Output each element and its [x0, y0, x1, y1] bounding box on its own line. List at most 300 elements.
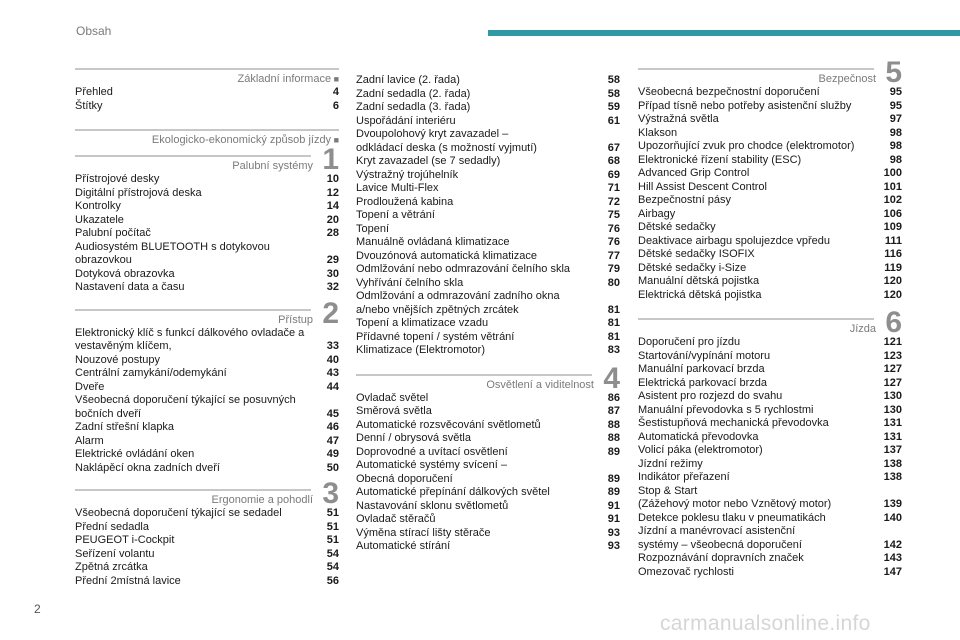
toc-entry-title: Manuálně ovládaná klimatizace: [356, 236, 510, 248]
toc-entry-page: 33: [326, 340, 339, 352]
toc-entry[interactable]: [75, 435, 339, 449]
toc-entry-title: Elektrické ovládání oken: [75, 448, 195, 460]
toc-entry-title: Asistent pro rozjezd do svahu: [638, 390, 783, 402]
toc-entry-title: Uspořádání interiéru: [356, 114, 456, 127]
toc-entry[interactable]: [356, 392, 620, 406]
toc-entry-page: 4: [332, 86, 339, 98]
section-header: [75, 477, 339, 510]
toc-entry-title: Automatické rozsvěcování světlometů: [356, 418, 541, 431]
section-title: Ekologicko-ekonomický způsob jízdy ■: [152, 134, 339, 146]
header-accent-bar: [488, 30, 960, 36]
toc-entry-title: Nastavení data a času: [75, 281, 185, 293]
toc-entry-title: Zadní lavice (2. řada): [356, 74, 460, 86]
toc-entry-title: Jízdní režimy: [638, 457, 703, 470]
toc-entry[interactable]: [75, 241, 339, 255]
toc-entry[interactable]: [356, 88, 620, 102]
toc-entry-title: Prodloužená kabina: [356, 195, 454, 208]
toc-entry-title: Šestistupňová mechanická převodovka: [638, 417, 829, 429]
section-number: 3: [322, 477, 339, 510]
toc-entry[interactable]: [638, 262, 902, 276]
toc-entry-page: 127: [883, 376, 902, 389]
toc-entry[interactable]: [75, 227, 339, 241]
toc-entry[interactable]: [638, 485, 902, 499]
toc-entry-page: 79: [607, 263, 620, 275]
toc-entry[interactable]: [356, 500, 620, 514]
toc-entry-title: Ovladač světel: [356, 391, 429, 404]
toc-entry-title: Klimatizace (Elektromotor): [356, 344, 485, 356]
toc-entry-page: 98: [889, 153, 902, 166]
section-header: [638, 56, 902, 89]
toc-entry-title: Výstražná světla: [638, 113, 719, 125]
toc-entry-title: Topení a větrání: [356, 209, 435, 221]
toc-entry[interactable]: [638, 208, 902, 222]
section-title: Ergonomie a pohodlí: [211, 494, 313, 506]
toc-entry[interactable]: [356, 277, 620, 291]
toc-entry[interactable]: [75, 561, 339, 575]
toc-entry-page: 76: [607, 236, 620, 248]
page-header-title: Obsah: [76, 24, 112, 38]
toc-entry[interactable]: [356, 540, 620, 554]
toc-entry[interactable]: [356, 446, 620, 460]
section-title: Základní informace ■: [238, 73, 339, 85]
toc-entry[interactable]: [75, 507, 339, 521]
toc-entry-title: Zadní sedadla (2. řada): [356, 87, 471, 100]
section-rule: [638, 68, 874, 70]
toc-entry[interactable]: [75, 281, 339, 295]
toc-entry[interactable]: [356, 459, 620, 473]
toc-entry-title: Bezpečnostní pásy: [638, 194, 731, 206]
toc-entry[interactable]: [638, 235, 902, 249]
toc-section: [356, 74, 620, 358]
toc-entry-page: 67: [607, 141, 620, 154]
toc-entry[interactable]: [638, 458, 902, 472]
toc-entry[interactable]: [356, 196, 620, 210]
section-header: [75, 64, 339, 84]
toc-entry-title: Stop & Start: [638, 484, 698, 497]
toc-entry-page: 100: [883, 167, 902, 179]
toc-entry[interactable]: [75, 187, 339, 201]
toc-entry-title: Centrální zamykání/odemykání: [75, 367, 227, 379]
toc-entry-title: Seřízení volantu: [75, 547, 155, 560]
toc-entry[interactable]: [638, 390, 902, 404]
toc-entry-page: 116: [884, 248, 902, 260]
toc-entry-title: Přístrojové desky: [75, 173, 160, 185]
toc-entry-page: 102: [883, 194, 902, 206]
toc-entry[interactable]: [356, 209, 620, 223]
toc-entry[interactable]: [75, 214, 339, 228]
toc-entry-page: 51: [326, 534, 339, 546]
toc-entry[interactable]: [356, 473, 620, 487]
toc-entry-title: Dotyková obrazovka: [75, 267, 175, 280]
toc-section: [75, 125, 339, 145]
toc-entry-page: 46: [326, 421, 339, 433]
toc-entry[interactable]: [638, 194, 902, 208]
toc-entry-page: 119: [884, 261, 902, 274]
section-rule: [638, 318, 874, 320]
toc-entry-title: Doporučení pro jízdu: [638, 336, 741, 348]
toc-entry-page: 91: [607, 499, 620, 512]
toc-entry-title: Všeobecná bezpečnostní doporučení: [638, 86, 820, 98]
toc-entry[interactable]: [638, 275, 902, 289]
toc-entry-title: Dětské sedačky: [638, 221, 716, 233]
section-header: [75, 143, 339, 176]
toc-entry-title: Případ tísně nebo potřeby asistenční služby: [638, 99, 852, 112]
toc-entry-page: 81: [607, 330, 620, 343]
toc-entry-title: Airbagy: [638, 207, 676, 220]
toc-entry-title: Přední 2místná lavice: [75, 574, 181, 587]
toc-entry-title: Automatické přepínání dálkových světel: [356, 486, 550, 498]
toc-entry-title: Jízdní a manévrovací asistenční: [638, 525, 796, 537]
toc-entry[interactable]: [638, 350, 902, 364]
toc-entry-page: 69: [607, 168, 620, 181]
toc-column-middle: [356, 74, 620, 554]
toc-entry[interactable]: [356, 304, 620, 318]
toc-entry-page: 50: [326, 461, 339, 474]
toc-entry-title: Doprovodné a uvítací osvětlení: [356, 445, 508, 458]
toc-entry[interactable]: [356, 128, 620, 142]
toc-entry[interactable]: [638, 525, 902, 539]
toc-entry-title: Dvoupolohový kryt zavazadel –: [356, 128, 509, 140]
toc-entry-title: Palubní počítač: [75, 227, 151, 239]
toc-entry[interactable]: [638, 498, 902, 512]
toc-entry[interactable]: [75, 462, 339, 476]
toc-entry[interactable]: [638, 566, 902, 580]
toc-entry[interactable]: [638, 221, 902, 235]
toc-entry-page: 88: [607, 432, 620, 444]
toc-entry-page: 71: [607, 182, 620, 194]
toc-entry-page: 138: [883, 471, 902, 483]
toc-entry-title: Přídavné topení / systém větrání: [356, 330, 515, 343]
toc-entry[interactable]: [75, 448, 339, 462]
section-rule: [75, 68, 339, 70]
toc-section: [638, 306, 902, 579]
toc-entry-page: 93: [607, 526, 620, 539]
section-header: [75, 125, 339, 145]
toc-entry-title: Topení a klimatizace vzadu: [356, 317, 489, 329]
toc-entry[interactable]: [356, 155, 620, 169]
section-rule: [75, 129, 339, 131]
toc-entry-title: Kontrolky: [75, 200, 121, 212]
toc-entry-page: 130: [883, 390, 902, 402]
toc-entry[interactable]: [638, 167, 902, 181]
toc-entry-title: (Zážehový motor nebo Vznětový motor): [638, 498, 832, 510]
toc-entry[interactable]: [356, 115, 620, 129]
toc-entry-page: 130: [883, 403, 902, 416]
toc-entry-page: 111: [884, 234, 902, 247]
section-title: Jízda: [849, 323, 876, 335]
toc-entry-page: 131: [883, 430, 902, 443]
toc-section: [75, 296, 339, 476]
toc-entry-page: 32: [326, 281, 339, 293]
toc-entry[interactable]: [638, 431, 902, 445]
toc-entry[interactable]: [638, 363, 902, 377]
toc-entry-title: Výměna stírací lišty stěrače: [356, 526, 491, 539]
toc-entry-page: 29: [326, 254, 339, 266]
toc-entry-page: 98: [889, 140, 902, 152]
toc-entry-title: Dětské sedačky i-Size: [638, 261, 747, 274]
toc-entry-title: Odmlžování nebo odmrazování čelního skla: [356, 263, 571, 275]
toc-entry-title: Automatická převodovka: [638, 430, 759, 443]
toc-entry-title: obrazovkou: [75, 254, 132, 266]
toc-entry[interactable]: [356, 236, 620, 250]
toc-entry-title: Směrová světla: [356, 405, 432, 417]
toc-entry-title: Manuální dětská pojistka: [638, 275, 760, 287]
toc-entry[interactable]: [356, 142, 620, 156]
toc-entry-title: Elektrická parkovací brzda: [638, 376, 767, 389]
toc-entry-title: Nouzové postupy: [75, 353, 160, 366]
toc-entry-title: Elektrická dětská pojistka: [638, 288, 762, 301]
toc-entry[interactable]: [75, 86, 339, 100]
toc-entry[interactable]: [356, 74, 620, 88]
toc-entry-title: Přehled: [75, 86, 113, 98]
toc-entry-page: 95: [889, 99, 902, 112]
section-title: Palubní systémy: [232, 160, 313, 172]
toc-entry[interactable]: [356, 486, 620, 500]
toc-entry[interactable]: [75, 575, 339, 589]
toc-section: [75, 64, 339, 113]
toc-entry-title: Odmlžování a odmrazování zadního okna: [356, 290, 560, 302]
toc-entry[interactable]: [75, 381, 339, 395]
toc-entry-page: 98: [889, 126, 902, 139]
toc-entry[interactable]: [638, 181, 902, 195]
toc-entry[interactable]: [75, 421, 339, 435]
toc-entry-page: 89: [607, 486, 620, 498]
toc-entry-page: 140: [883, 511, 902, 524]
toc-entry[interactable]: [75, 200, 339, 214]
toc-entry-page: 127: [883, 363, 902, 375]
toc-entry[interactable]: [75, 394, 339, 408]
toc-entry-title: systémy – všeobecná doporučení: [638, 538, 802, 551]
toc-entry-page: 59: [607, 101, 620, 113]
toc-entry[interactable]: [356, 182, 620, 196]
section-rule: [75, 489, 311, 491]
toc-entry-title: Manuální parkovací brzda: [638, 363, 765, 375]
toc-entry[interactable]: [638, 512, 902, 526]
toc-entry-page: 86: [607, 391, 620, 404]
toc-entry-page: 47: [326, 434, 339, 447]
toc-entry-page: 56: [326, 574, 339, 587]
toc-entry-page: 93: [607, 540, 620, 552]
toc-entry[interactable]: [356, 250, 620, 264]
toc-entry[interactable]: [356, 527, 620, 541]
toc-entry[interactable]: [638, 444, 902, 458]
toc-entry-title: Štítky: [75, 99, 103, 112]
toc-entry-page: 61: [607, 114, 620, 127]
toc-entry[interactable]: [75, 173, 339, 187]
toc-column-left: [75, 64, 339, 588]
toc-entry-page: 139: [883, 498, 902, 510]
toc-entry-title: Dveře: [75, 380, 105, 393]
toc-entry[interactable]: [75, 100, 339, 114]
toc-entry[interactable]: [75, 268, 339, 282]
toc-entry-page: 101: [883, 180, 902, 193]
section-number: 2: [322, 296, 339, 330]
toc-entry-title: Automatické systémy svícení –: [356, 459, 507, 471]
toc-entry-page: 43: [326, 367, 339, 379]
toc-entry-title: vestavěným klíčem,: [75, 340, 172, 352]
toc-entry-title: Kryt zavazadel (se 7 sedadly): [356, 155, 501, 167]
toc-entry-title: a/nebo vnějších zpětných zrcátek: [356, 303, 519, 316]
toc-entry[interactable]: [75, 327, 339, 341]
toc-entry-title: Vyhřívání čelního skla: [356, 276, 464, 289]
toc-entry-page: 58: [607, 87, 620, 100]
toc-entry-page: 58: [607, 74, 620, 86]
toc-entry-title: bočních dveří: [75, 407, 142, 420]
toc-column-right: [638, 56, 902, 579]
section-number: 4: [603, 361, 620, 395]
toc-entry-page: 20: [326, 213, 339, 226]
toc-entry-page: 109: [883, 221, 902, 233]
toc-entry-page: 120: [883, 288, 902, 301]
toc-entry[interactable]: [75, 354, 339, 368]
toc-entry-page: 121: [883, 336, 902, 348]
toc-entry-page: 75: [607, 209, 620, 221]
toc-entry-page: 76: [607, 222, 620, 235]
toc-entry-page: 106: [883, 207, 902, 220]
toc-entry[interactable]: [356, 331, 620, 345]
toc-entry[interactable]: [356, 513, 620, 527]
toc-entry-title: Obecná doporučení: [356, 472, 453, 485]
toc-entry-title: Rozpoznávání dopravních značek: [638, 552, 804, 564]
toc-entry-page: 49: [326, 448, 339, 460]
toc-entry[interactable]: [638, 100, 902, 114]
toc-section: [356, 361, 620, 554]
toc-entry-page: 28: [326, 227, 339, 239]
section-header: [75, 296, 339, 330]
toc-entry-page: 40: [326, 353, 339, 366]
toc-entry[interactable]: [75, 548, 339, 562]
toc-entry[interactable]: [638, 377, 902, 391]
toc-entry-title: odkládací deska (s možností vyjmutí): [356, 141, 537, 154]
toc-section: [75, 477, 339, 588]
toc-entry-title: Deaktivace airbagu spolujezdce vpředu: [638, 234, 831, 247]
toc-entry-page: 12: [326, 186, 339, 199]
toc-entry-page: 142: [883, 538, 902, 551]
toc-entry-title: Elektronický klíč s funkcí dálkového ovladače a: [75, 326, 305, 339]
toc-entry-page: 6: [332, 99, 339, 112]
section-rule: [356, 374, 592, 376]
toc-entry-title: Omezovač rychlosti: [638, 565, 734, 578]
page-number: 2: [34, 602, 41, 616]
toc-entry-page: 54: [326, 561, 339, 573]
toc-entry-title: Elektronické řízení stability (ESC): [638, 153, 802, 166]
toc-entry[interactable]: [75, 521, 339, 535]
toc-entry[interactable]: [356, 344, 620, 358]
toc-entry-title: Všeobecná doporučení týkající se posuvných: [75, 394, 296, 406]
toc-entry-page: 88: [607, 418, 620, 431]
toc-entry-page: 143: [883, 552, 902, 564]
toc-entry-title: Lavice Multi-Flex: [356, 182, 439, 194]
toc-entry-page: 77: [607, 249, 620, 262]
toc-entry[interactable]: [638, 154, 902, 168]
toc-entry-page: 89: [607, 445, 620, 458]
toc-entry[interactable]: [638, 127, 902, 141]
section-rule: [75, 155, 311, 157]
toc-entry-page: 80: [607, 276, 620, 289]
toc-entry[interactable]: [356, 169, 620, 183]
toc-entry-page: 91: [607, 513, 620, 525]
toc-entry[interactable]: [356, 419, 620, 433]
toc-entry[interactable]: [75, 408, 339, 422]
toc-entry-page: 68: [607, 155, 620, 167]
toc-entry[interactable]: [75, 367, 339, 381]
section-title: Přístup: [278, 313, 313, 326]
toc-entry-page: 147: [883, 565, 902, 578]
section-number: 1: [322, 143, 339, 176]
toc-entry[interactable]: [638, 417, 902, 431]
toc-entry-page: 137: [883, 444, 902, 456]
toc-entry-title: Zpětná zrcátka: [75, 561, 148, 573]
section-number: 5: [885, 56, 902, 89]
toc-entry[interactable]: [638, 248, 902, 262]
toc-entry[interactable]: [356, 223, 620, 237]
toc-entry-title: Dětské sedačky ISOFIX: [638, 248, 755, 260]
toc-entry[interactable]: [75, 534, 339, 548]
toc-entry[interactable]: [638, 113, 902, 127]
toc-entry-title: Zadní střešní klapka: [75, 421, 175, 433]
toc-section: [75, 143, 339, 295]
toc-entry-page: 72: [607, 195, 620, 208]
toc-entry-title: Nastavování sklonu světlometů: [356, 499, 509, 512]
toc-entry-page: 97: [889, 113, 902, 125]
toc-entry[interactable]: [638, 404, 902, 418]
toc-entry-title: Automatické stírání: [356, 540, 451, 552]
toc-entry-title: Dvouzónová automatická klimatizace: [356, 249, 537, 262]
toc-entry-title: Ukazatele: [75, 213, 124, 226]
toc-entry-page: 81: [607, 317, 620, 329]
toc-entry-page: 95: [889, 86, 902, 98]
toc-entry-title: Detekce poklesu tlaku v pneumatikách: [638, 511, 826, 524]
toc-entry-page: 81: [607, 303, 620, 316]
toc-entry[interactable]: [356, 405, 620, 419]
toc-entry[interactable]: [638, 471, 902, 485]
toc-entry[interactable]: [638, 289, 902, 303]
toc-entry[interactable]: [638, 140, 902, 154]
toc-entry-title: Výstražný trojúhelník: [356, 168, 459, 181]
toc-entry-page: 138: [883, 457, 902, 470]
toc-entry-title: Digitální přístrojová deska: [75, 186, 202, 199]
toc-entry[interactable]: [356, 101, 620, 115]
toc-entry[interactable]: [638, 539, 902, 553]
section-header: [356, 361, 620, 395]
toc-entry[interactable]: [638, 86, 902, 100]
toc-entry-title: Hill Assist Descent Control: [638, 180, 767, 193]
toc-entry[interactable]: [356, 290, 620, 304]
toc-entry-title: PEUGEOT i-Cockpit: [75, 534, 175, 546]
toc-entry[interactable]: [638, 552, 902, 566]
toc-entry[interactable]: [75, 340, 339, 354]
toc-entry-page: 54: [326, 547, 339, 560]
toc-entry-page: 131: [883, 417, 902, 429]
toc-entry-page: 10: [326, 173, 339, 185]
toc-entry[interactable]: [638, 336, 902, 350]
section-number: 6: [885, 306, 902, 339]
toc-entry-title: Klakson: [638, 126, 678, 139]
section-rule: [75, 309, 311, 311]
toc-entry[interactable]: [356, 317, 620, 331]
section-header: [638, 306, 902, 339]
toc-entry[interactable]: [356, 432, 620, 446]
toc-entry-page: 14: [326, 200, 339, 212]
toc-entry[interactable]: [75, 254, 339, 268]
toc-entry-title: Zadní sedadla (3. řada): [356, 101, 471, 113]
toc-entry-title: Všeobecná doporučení týkající se sedadel: [75, 507, 282, 519]
toc-entry-title: Manuální převodovka s 5 rychlostmi: [638, 403, 814, 416]
toc-entry-title: Indikátor přeřazení: [638, 471, 730, 483]
toc-entry[interactable]: [356, 263, 620, 277]
toc-entry-page: 45: [326, 407, 339, 420]
toc-entry-title: Ovladač stěračů: [356, 513, 436, 525]
